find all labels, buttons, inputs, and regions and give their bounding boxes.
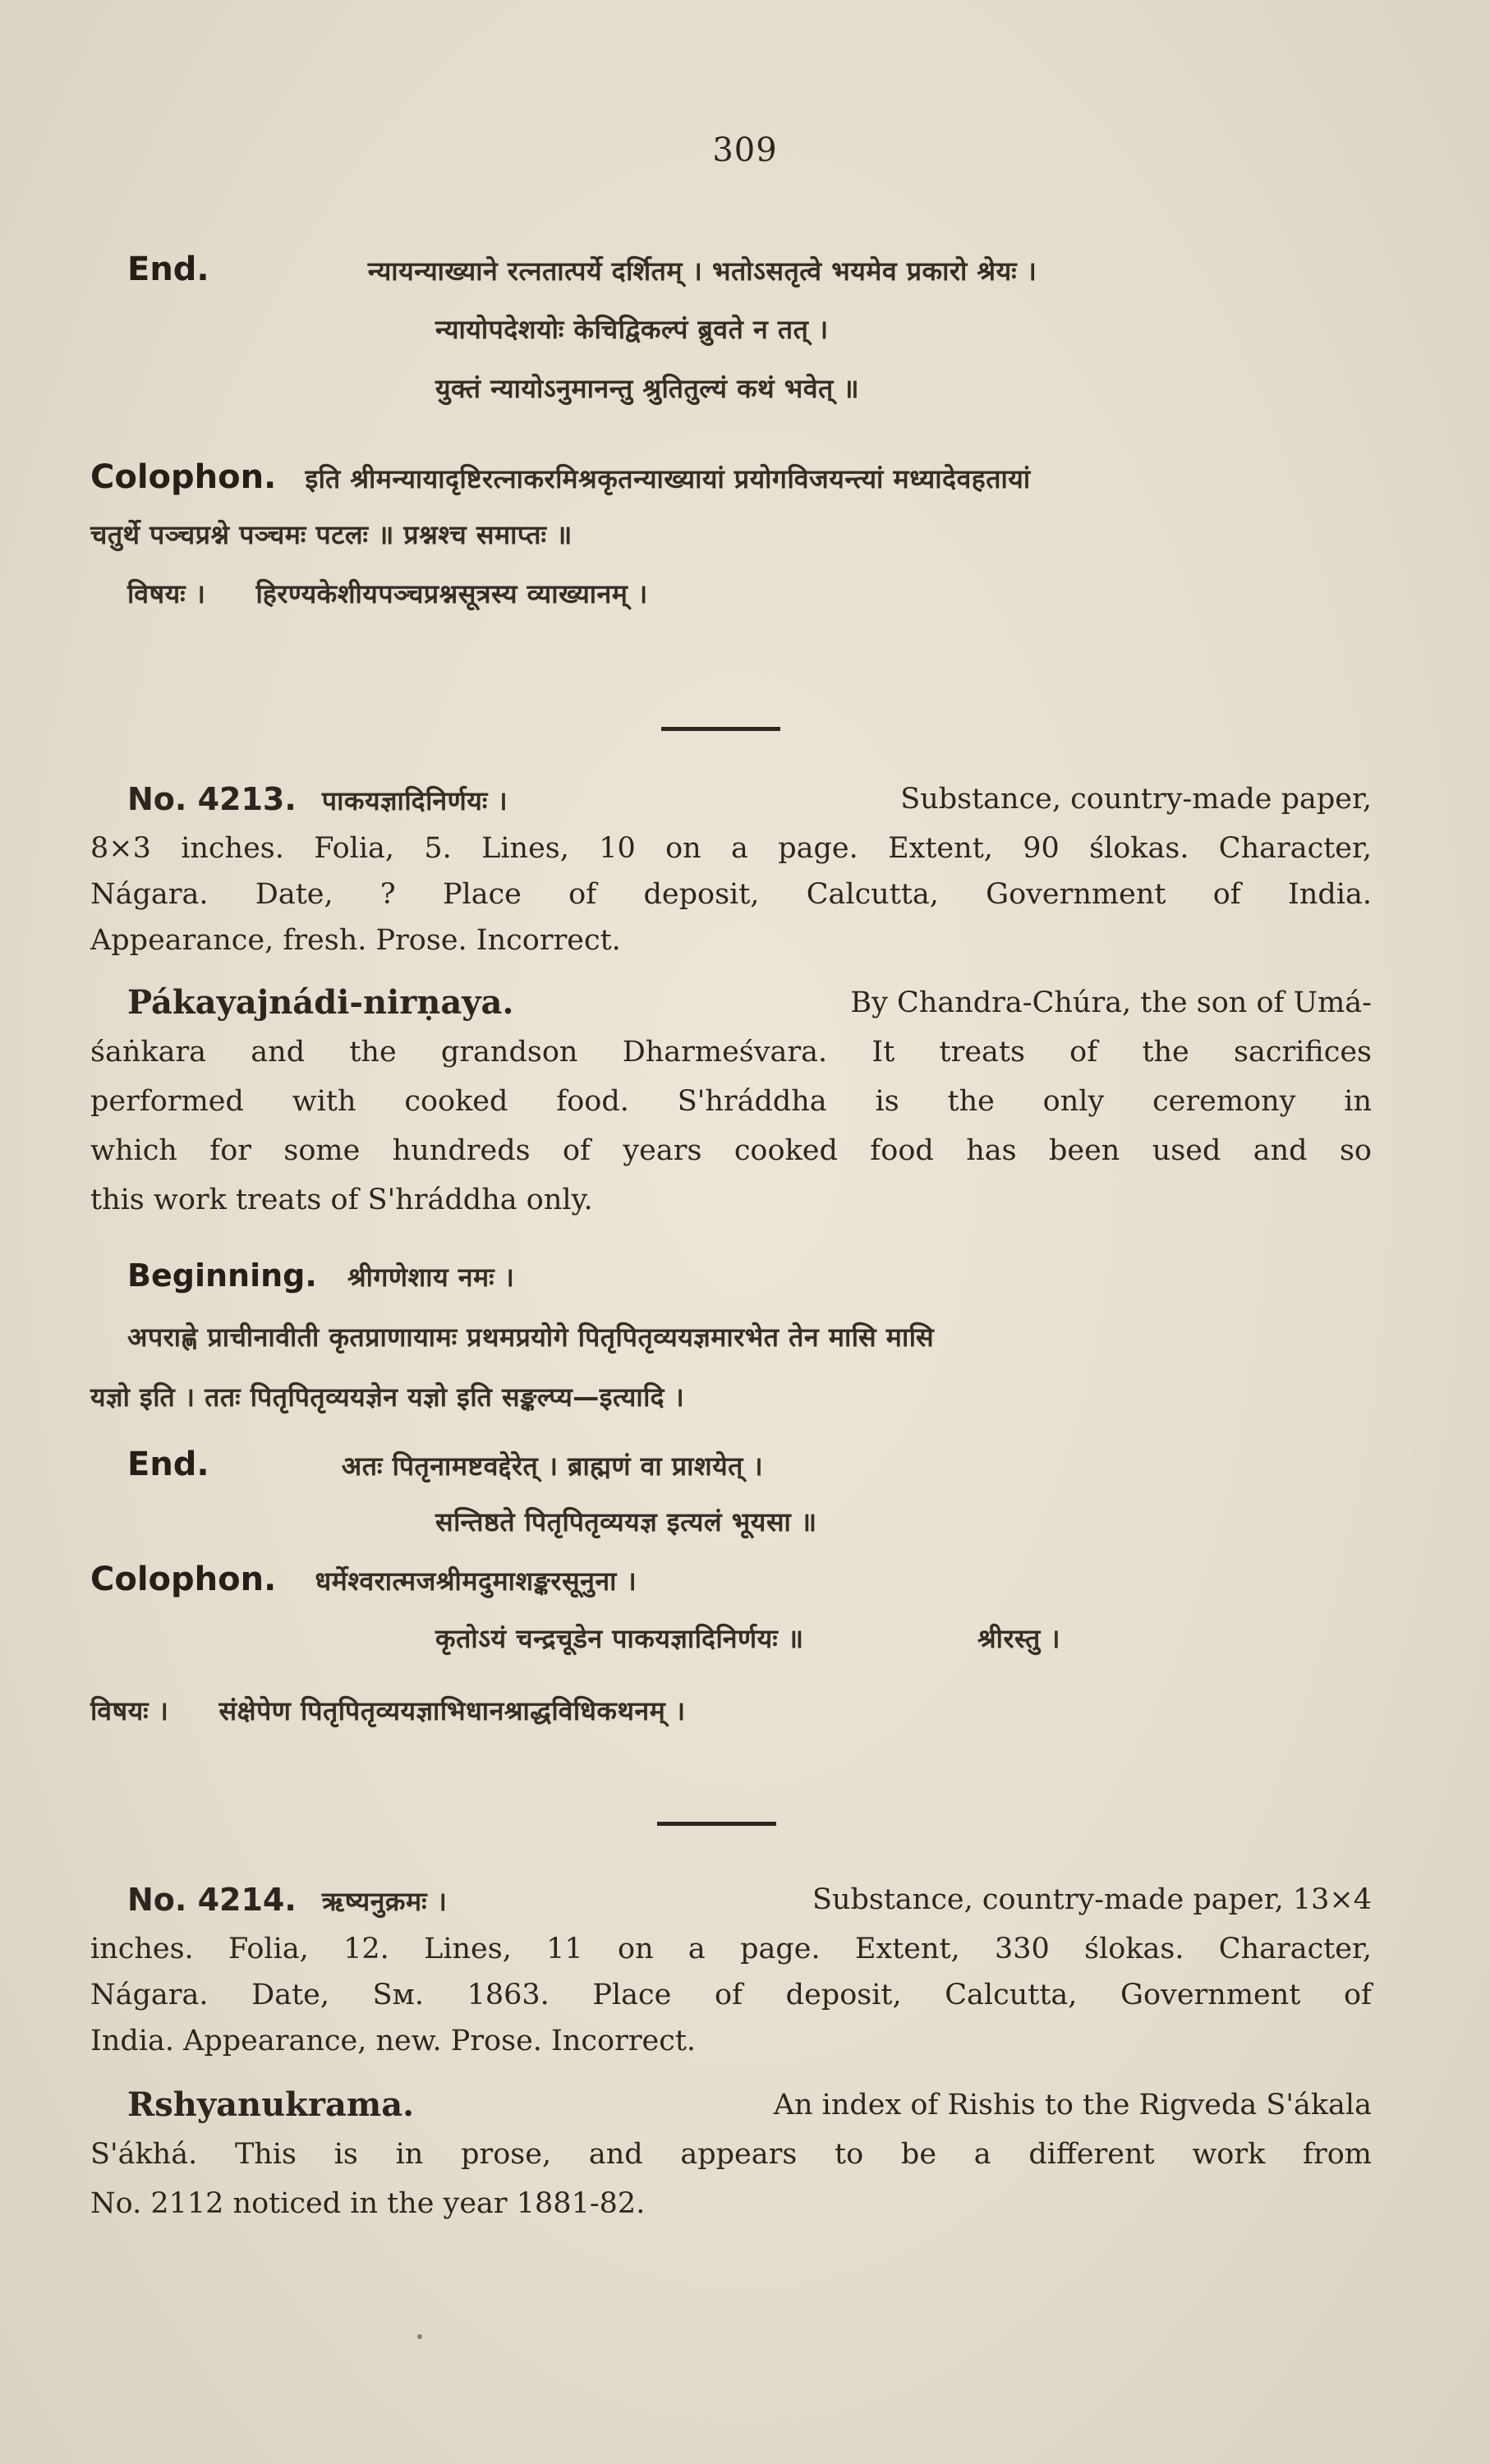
entry-4213-vishaya-label: विषयः । xyxy=(90,1695,169,1726)
entry-4213-desc-3: performed with cooked food. S'hráddha is the only ceremony in xyxy=(90,1085,1372,1118)
entry-4214-header xyxy=(127,1881,1372,1920)
entry-4213-vishaya-text: संक्षेपेण पितृपितृव्ययज्ञाभिधानश्राद्धविधिकथनम् । xyxy=(218,1695,686,1726)
entry-4214-number: No. 4214. xyxy=(127,1882,297,1918)
top-colophon-text-1: इति श्रीमन्यायादृष्टिरत्नाकरमिश्रकृतन्याख्यायां प्रयोगविजयन्त्यां मध्यादेवहतायां xyxy=(305,463,1031,494)
top-end-text-1: न्यायन्याख्याने रत्नतात्पर्ये दर्शितम् । भतोऽसतृत्वे भयमेव प्रकारो श्रेयः । xyxy=(367,255,1037,287)
entry-4214-meta-4: India. Appearance, new. Prose. Incorrect. xyxy=(90,2025,697,2057)
entry-4213-beginning-invocation: श्रीगणेशाय नमः । xyxy=(347,1262,515,1293)
entry-4213-desc-1 xyxy=(127,984,1372,1023)
entry-4213-desc-5: this work treats of S'hráddha only. xyxy=(90,1184,593,1216)
entry-4213-colophon-label: Colophon. xyxy=(90,1561,277,1598)
entry-4213-end-text-1: अतः पितृनामष्टवद्देरेत् । ब्राह्मणं वा प्राशयेत् । xyxy=(341,1450,764,1482)
entry-4213-beginning-text-2: यज्ञो इति । ततः पितृपितृव्ययज्ञेन यज्ञो इति सङ्कल्प्य—इत्यादि । xyxy=(90,1381,685,1413)
top-vishaya-label: विषयः । xyxy=(127,578,206,609)
top-end-text-2: न्यायोपदेशयोः केचिद्विकल्पं ब्रुवते न तत् । xyxy=(435,314,829,345)
entry-4213-colophon-text-1: धर्मेश्वरात्मजश्रीमदुमाशङ्करसूनुना । xyxy=(315,1565,637,1597)
entry-4213-end-text-2: सन्तिष्ठते पितृपितृव्ययज्ञ इत्यलं भूयसा ॥ xyxy=(435,1506,817,1538)
entry-4213-desc-2: śaṅkara and the grandson Dharmeśvara. It treats of the sacrifices xyxy=(90,1036,1372,1069)
entry-4213-colophon-end: श्रीरस्तु । xyxy=(977,1623,1060,1654)
top-end-line-1 xyxy=(127,251,1364,290)
entry-4214-desc-2: S'ákhá. This is in prose, and appears to be a different work from xyxy=(90,2138,1372,2171)
entry-4213-colophon-line-1 xyxy=(90,1561,637,1600)
top-end-text-3: युक्तं न्यायोऽनुमानन्तु श्रुतितुल्यं कथं भवेत् ॥ xyxy=(435,373,860,404)
entry-4214-meta-1: Substance, country-made paper, 13×4 xyxy=(812,1883,1372,1916)
entry-4213-desc-text-1: By Chandra-Chúra, the son of Umá- xyxy=(850,986,1372,1019)
entry-4213-meta-4: Appearance, fresh. Prose. Incorrect. xyxy=(90,924,621,957)
paper-speck xyxy=(417,2334,422,2339)
entry-4214-title-devanagari: ऋष्यनुक्रमः । xyxy=(321,1886,448,1917)
top-colophon-line-1 xyxy=(90,458,1372,498)
entry-4213-meta-2: 8×3 inches. Folia, 5. Lines, 10 on a page. Extent, 90 ślokas. Character, xyxy=(90,832,1372,865)
entry-4214-desc-1 xyxy=(127,2086,1372,2126)
entry-4213-header xyxy=(127,780,1372,820)
entry-4213-meta-3: Nágara. Date, ? Place of deposit, Calcutta, Government of India. xyxy=(90,878,1372,911)
entry-4214-desc-text-1: An index of Rishis to the Rigveda S'ákala xyxy=(773,2089,1372,2122)
entry-4214-meta-3: Nágara. Date, Sм. 1863. Place of deposit, Calcutta, Government of xyxy=(90,1979,1372,2011)
entry-4213-beginning-header xyxy=(127,1257,514,1296)
top-vishaya-text: हिरण्यकेशीयपञ्चप्रश्नसूत्रस्य व्याख्यानम् । xyxy=(255,578,648,609)
entry-4213-colophon-text-2: कृतोऽयं चन्द्रचूडेन पाकयज्ञादिनिर्णयः ॥ xyxy=(435,1623,804,1654)
top-colophon-text-2: चतुर्थे पञ्चप्रश्ने पञ्चमः पटलः ॥ प्रश्नश्च समाप्तः ॥ xyxy=(90,519,573,550)
entry-4214-meta-2: inches. Folia, 12. Lines, 11 on a page. Extent, 330 ślokas. Character, xyxy=(90,1933,1372,1965)
entry-4213-title: Pákayajnádi-nirṇaya. xyxy=(127,983,514,1022)
entry-4213-title-devanagari: पाकयज्ञादिनिर्णयः । xyxy=(321,785,508,816)
top-end-label: End. xyxy=(127,251,209,288)
entry-4213-number: No. 4213. xyxy=(127,781,297,817)
entry-4214-title: Rshyanukrama. xyxy=(127,2085,415,2124)
entry-4214-desc-3: No. 2112 noticed in the year 1881-82. xyxy=(90,2187,646,2220)
top-colophon-label: Colophon. xyxy=(90,458,277,496)
section-divider-1 xyxy=(661,727,780,731)
entry-4213-end-label: End. xyxy=(127,1446,209,1483)
entry-4213-beginning-label: Beginning. xyxy=(127,1257,317,1294)
section-divider-2 xyxy=(657,1822,776,1826)
entry-4213-beginning-text-1: अपराह्णे प्राचीनावीती कृतप्राणायामः प्रथमप्रयोगे पितृपितृव्ययज्ञमारभेत तेन मासि मासि xyxy=(127,1322,935,1353)
entry-4213-vishaya-line xyxy=(90,1692,686,1730)
entry-4213-end-line-1 xyxy=(127,1446,763,1485)
entry-4213-desc-4: which for some hundreds of years cooked food has been used and so xyxy=(90,1134,1372,1167)
page-number: 309 xyxy=(712,131,778,169)
top-vishaya-line xyxy=(127,575,648,613)
entry-4213-meta-1: Substance, country-made paper, xyxy=(900,783,1372,816)
